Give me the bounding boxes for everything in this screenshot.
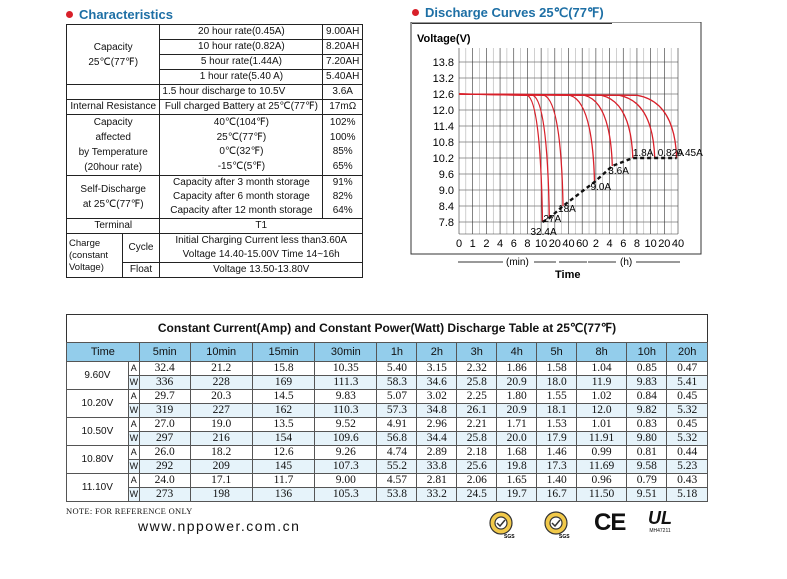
capacity-value: 7.20AH: [323, 55, 363, 70]
x-tick-label: 1: [469, 238, 476, 250]
value-cell: 34.4: [417, 432, 457, 446]
x-tick-label: 8: [633, 238, 640, 250]
value-cell: 4.91: [377, 418, 417, 432]
x-tick-label: 0: [455, 238, 463, 250]
value-cell: 11.91: [577, 432, 627, 446]
value-cell: 10.35: [315, 362, 377, 376]
voltage-cell: 10.80V: [67, 446, 129, 474]
table-row: [67, 362, 708, 376]
unit-cell: W: [128, 432, 139, 446]
table-row: [67, 390, 708, 404]
value-cell: 25.8: [457, 432, 497, 446]
capacity-label: Capacity 25℃(77℉): [67, 25, 160, 85]
value-cell: 4.57: [377, 474, 417, 488]
self-discharge-value: 91%: [323, 176, 363, 191]
capacity-value: 5.40AH: [323, 70, 363, 85]
y-tick-label: 11.4: [433, 121, 454, 133]
value-cell: 3.15: [417, 362, 457, 376]
self-discharge-value: 82%: [323, 190, 363, 204]
y-tick-label: 12.6: [432, 89, 454, 101]
value-cell: 17.9: [537, 432, 577, 446]
table-row: [67, 474, 708, 488]
x-tick-label: 40: [671, 238, 685, 250]
self-discharge-condition: Capacity after 6 month storage: [160, 190, 323, 204]
y-tick-label: 13.8: [432, 57, 454, 69]
ul-text: UL: [648, 508, 672, 528]
header-2h: 2h: [417, 343, 457, 362]
value-cell: 198: [190, 488, 252, 502]
value-cell: 0.85: [627, 362, 667, 376]
self-discharge-condition: Capacity after 12 month storage: [160, 204, 323, 219]
x-tick-label: 8: [524, 238, 531, 250]
value-cell: 9.52: [315, 418, 377, 432]
y-tick-label: 10.2: [432, 153, 454, 165]
value-cell: 2.96: [417, 418, 457, 432]
value-cell: 0.84: [627, 390, 667, 404]
value-cell: 19.0: [190, 418, 252, 432]
x-tick-label: 2: [592, 238, 599, 250]
cycle-label: Cycle: [122, 234, 160, 263]
x-tick-label: 40: [562, 238, 575, 250]
table-row: [67, 418, 708, 432]
value-cell: 1.65: [497, 474, 537, 488]
value-cell: 5.23: [667, 460, 708, 474]
value-cell: 24.5: [457, 488, 497, 502]
characteristics-title: [66, 7, 173, 22]
value-cell: 3.02: [417, 390, 457, 404]
value-cell: 20.9: [497, 376, 537, 390]
value-cell: 9.82: [627, 404, 667, 418]
temperature: 40℃(104℉): [160, 115, 323, 131]
value-cell: 20.0: [497, 432, 537, 446]
x-unit-min: (min): [506, 257, 529, 268]
value-cell: 0.81: [627, 446, 667, 460]
header-5h: 5h: [537, 343, 577, 362]
x-unit-h: (h): [620, 257, 633, 268]
value-cell: 24.0: [139, 474, 190, 488]
value-cell: 15.8: [252, 362, 314, 376]
value-cell: 33.8: [417, 460, 457, 474]
header-30min: 30min: [315, 343, 377, 362]
x-tick-label: 20: [658, 238, 671, 250]
value-cell: 2.25: [457, 390, 497, 404]
capacity-value: 9.00AH: [323, 25, 363, 40]
value-cell: 17.3: [537, 460, 577, 474]
value-cell: 55.2: [377, 460, 417, 474]
value-cell: 5.18: [667, 488, 708, 502]
table-row: [67, 404, 708, 418]
unit-cell: A: [128, 390, 139, 404]
temperature: 0℃(32℉): [160, 145, 323, 160]
value-cell: 11.9: [577, 376, 627, 390]
y-tick-label: 9.0: [438, 185, 454, 197]
value-cell: 18.1: [537, 404, 577, 418]
value-cell: 2.06: [457, 474, 497, 488]
value-cell: 1.40: [537, 474, 577, 488]
value-cell: 5.07: [377, 390, 417, 404]
y-axis-label: Voltage(V): [417, 33, 471, 45]
value-cell: 13.5: [252, 418, 314, 432]
value-cell: 19.7: [497, 488, 537, 502]
website-url[interactable]: www.nppower.com.cn: [138, 518, 301, 534]
bullet-icon: [412, 9, 419, 16]
self-discharge-label: Self-Discharge at 25℃(77℉): [67, 176, 160, 219]
float-value: Voltage 13.50-13.80V: [160, 263, 363, 278]
internal-resistance-value: 17mΩ: [323, 100, 363, 115]
value-cell: 58.3: [377, 376, 417, 390]
temperature-value: 102%: [323, 115, 363, 131]
discharge-table-title: Constant Current(Amp) and Constant Power(Watt) Discharge Table at 25℃(77℉): [66, 314, 708, 342]
value-cell: 0.45: [667, 418, 708, 432]
header-15min: 15min: [252, 343, 314, 362]
x-axis-label: Time: [555, 269, 581, 281]
value-cell: 136: [252, 488, 314, 502]
value-cell: 25.6: [457, 460, 497, 474]
reference-note: NOTE: FOR REFERENCE ONLY: [66, 506, 193, 516]
discharge-value: 3.6A: [323, 85, 363, 100]
value-cell: 9.26: [315, 446, 377, 460]
value-cell: 292: [139, 460, 190, 474]
temperature-label: Capacity affected by Temperature (20hour rate): [67, 115, 160, 176]
x-tick-label: 6: [510, 238, 517, 250]
cycle-current: Initial Charging Current less than3.60A: [160, 234, 363, 249]
value-cell: 11.69: [577, 460, 627, 474]
value-cell: 26.0: [139, 446, 190, 460]
value-cell: 16.7: [537, 488, 577, 502]
capacity-rate: 1 hour rate(5.40 A): [160, 70, 323, 85]
unit-cell: A: [128, 446, 139, 460]
voltage-cell: 10.50V: [67, 418, 129, 446]
characteristics-title-text: Characteristics: [79, 7, 173, 22]
capacity-rate: 20 hour rate(0.45A): [160, 25, 323, 40]
x-tick-label: 20: [548, 238, 561, 250]
discharge-table-section: [66, 314, 708, 502]
table-row: [67, 432, 708, 446]
value-cell: 32.4: [139, 362, 190, 376]
value-cell: 21.2: [190, 362, 252, 376]
value-cell: 26.1: [457, 404, 497, 418]
value-cell: 18.2: [190, 446, 252, 460]
value-cell: 227: [190, 404, 252, 418]
y-tick-label: 10.8: [432, 137, 454, 149]
y-tick-label: 12.0: [432, 105, 454, 117]
value-cell: 0.47: [667, 362, 708, 376]
value-cell: 19.8: [497, 460, 537, 474]
table-row: [67, 376, 708, 390]
value-cell: 105.3: [315, 488, 377, 502]
header-5min: 5min: [139, 343, 190, 362]
table-row: [67, 446, 708, 460]
internal-resistance-condition: Full charged Battery at 25℃(77℉): [160, 100, 323, 115]
unit-cell: A: [128, 418, 139, 432]
value-cell: 20.3: [190, 390, 252, 404]
value-cell: 1.55: [537, 390, 577, 404]
value-cell: 1.68: [497, 446, 537, 460]
header-20h: 20h: [667, 343, 708, 362]
x-tick-label: 4: [497, 238, 504, 250]
y-tick-label: 9.6: [438, 169, 454, 181]
value-cell: 2.21: [457, 418, 497, 432]
x-tick-label: 60: [576, 238, 589, 250]
internal-resistance-label: Internal Resistance: [67, 100, 160, 115]
value-cell: 2.89: [417, 446, 457, 460]
curve-label: 18A: [558, 204, 576, 215]
value-cell: 11.7: [252, 474, 314, 488]
value-cell: 319: [139, 404, 190, 418]
capacity-rate: 10 hour rate(0.82A): [160, 40, 323, 55]
value-cell: 5.41: [667, 376, 708, 390]
terminal-label: Terminal: [67, 219, 160, 234]
table-row: [67, 488, 708, 502]
curve-label: 32.4A: [530, 227, 557, 238]
ul-mark: [645, 509, 675, 535]
value-cell: 1.71: [497, 418, 537, 432]
value-cell: 11.50: [577, 488, 627, 502]
x-tick-label: 4: [606, 238, 613, 250]
unit-cell: W: [128, 488, 139, 502]
voltage-cell: 9.60V: [67, 362, 129, 390]
curve-label: 27A: [543, 214, 562, 225]
value-cell: 5.32: [667, 404, 708, 418]
sgs-text-1: SGS: [504, 534, 515, 540]
value-cell: 5.32: [667, 432, 708, 446]
value-cell: 2.18: [457, 446, 497, 460]
header-8h: 8h: [577, 343, 627, 362]
value-cell: 34.8: [417, 404, 457, 418]
value-cell: 9.83: [627, 376, 667, 390]
header-3h: 3h: [457, 343, 497, 362]
value-cell: 1.04: [577, 362, 627, 376]
value-cell: 0.44: [667, 446, 708, 460]
header-4h: 4h: [497, 343, 537, 362]
value-cell: 0.79: [627, 474, 667, 488]
value-cell: 297: [139, 432, 190, 446]
value-cell: 154: [252, 432, 314, 446]
value-cell: 0.96: [577, 474, 627, 488]
value-cell: 1.80: [497, 390, 537, 404]
value-cell: 18.0: [537, 376, 577, 390]
terminal-value: T1: [160, 219, 363, 234]
bullet-icon: [66, 11, 73, 18]
value-cell: 0.83: [627, 418, 667, 432]
value-cell: 25.8: [457, 376, 497, 390]
value-cell: 9.00: [315, 474, 377, 488]
voltage-cell: 10.20V: [67, 390, 129, 418]
value-cell: 1.01: [577, 418, 627, 432]
curve-label: 0.82A: [657, 148, 684, 159]
discharge-curves-title: [412, 5, 604, 21]
discharge-table: [66, 342, 708, 502]
value-cell: 111.3: [315, 376, 377, 390]
x-tick-label: 10: [535, 238, 548, 250]
unit-cell: A: [128, 362, 139, 376]
value-cell: 12.6: [252, 446, 314, 460]
value-cell: 216: [190, 432, 252, 446]
capacity-value: 8.20AH: [323, 40, 363, 55]
value-cell: 12.0: [577, 404, 627, 418]
table-row: [67, 460, 708, 474]
discharge-curve: [459, 94, 595, 182]
value-cell: 34.6: [417, 376, 457, 390]
ce-mark: CE: [594, 509, 626, 536]
value-cell: 27.0: [139, 418, 190, 432]
value-cell: 273: [139, 488, 190, 502]
value-cell: 2.81: [417, 474, 457, 488]
discharge-curves-title-text: Discharge Curves 25℃(77℉): [425, 5, 604, 20]
value-cell: 29.7: [139, 390, 190, 404]
value-cell: 53.8: [377, 488, 417, 502]
discharge-chart: [410, 22, 710, 284]
value-cell: 145: [252, 460, 314, 474]
float-label: Float: [122, 263, 160, 278]
y-tick-label: 7.8: [438, 217, 454, 229]
value-cell: 0.45: [667, 390, 708, 404]
empty-cell: [67, 85, 160, 100]
curve-label: 9.0A: [590, 182, 612, 193]
value-cell: 162: [252, 404, 314, 418]
value-cell: 336: [139, 376, 190, 390]
value-cell: 169: [252, 376, 314, 390]
temperature: 25℃(77℉): [160, 130, 323, 145]
cycle-voltage: Voltage 14.40-15.00V Time 14~16h: [160, 248, 363, 263]
y-tick-label: 13.2: [432, 73, 454, 85]
value-cell: 56.8: [377, 432, 417, 446]
discharge-label: 1.5 hour discharge to 10.5V: [160, 85, 323, 100]
temperature: -15℃(5℉): [160, 160, 323, 176]
x-tick-label: 2: [483, 238, 490, 250]
curve-label: 0.45A: [676, 148, 703, 159]
charge-label: Charge (constant Voltage): [67, 234, 123, 278]
curve-label: 3.6A: [608, 166, 629, 177]
temperature-value: 85%: [323, 145, 363, 160]
value-cell: 1.02: [577, 390, 627, 404]
y-tick-label: 8.4: [438, 201, 454, 213]
header-10min: 10min: [190, 343, 252, 362]
header-1h: 1h: [377, 343, 417, 362]
x-tick-label: 10: [644, 238, 657, 250]
value-cell: 4.74: [377, 446, 417, 460]
header-time: Time: [67, 343, 140, 362]
value-cell: 1.58: [537, 362, 577, 376]
unit-cell: W: [128, 460, 139, 474]
value-cell: 9.83: [315, 390, 377, 404]
value-cell: 107.3: [315, 460, 377, 474]
value-cell: 110.3: [315, 404, 377, 418]
value-cell: 57.3: [377, 404, 417, 418]
sgs-text-2: SGS: [559, 534, 570, 540]
value-cell: 9.51: [627, 488, 667, 502]
header-10h: 10h: [627, 343, 667, 362]
curve-label: 1.8A: [632, 148, 654, 159]
value-cell: 9.80: [627, 432, 667, 446]
x-tick-label: 6: [620, 238, 627, 250]
value-cell: 228: [190, 376, 252, 390]
value-cell: 2.32: [457, 362, 497, 376]
voltage-cell: 11.10V: [67, 474, 129, 502]
sgs-logo-1: [487, 510, 517, 540]
temperature-value: 100%: [323, 130, 363, 145]
value-cell: 9.58: [627, 460, 667, 474]
value-cell: 0.99: [577, 446, 627, 460]
value-cell: 14.5: [252, 390, 314, 404]
value-cell: 0.43: [667, 474, 708, 488]
ul-code: MH47211: [649, 528, 671, 534]
discharge-curve: [459, 94, 563, 206]
self-discharge-value: 64%: [323, 204, 363, 219]
value-cell: 109.6: [315, 432, 377, 446]
value-cell: 209: [190, 460, 252, 474]
unit-cell: W: [128, 376, 139, 390]
value-cell: 17.1: [190, 474, 252, 488]
value-cell: 33.2: [417, 488, 457, 502]
value-cell: 20.9: [497, 404, 537, 418]
self-discharge-condition: Capacity after 3 month storage: [160, 176, 323, 191]
value-cell: 5.40: [377, 362, 417, 376]
unit-cell: A: [128, 474, 139, 488]
temperature-value: 65%: [323, 160, 363, 176]
capacity-rate: 5 hour rate(1.44A): [160, 55, 323, 70]
value-cell: 1.53: [537, 418, 577, 432]
unit-cell: W: [128, 404, 139, 418]
value-cell: 1.86: [497, 362, 537, 376]
sgs-logo-2: [542, 510, 572, 540]
characteristics-table: [66, 24, 363, 278]
value-cell: 1.46: [537, 446, 577, 460]
